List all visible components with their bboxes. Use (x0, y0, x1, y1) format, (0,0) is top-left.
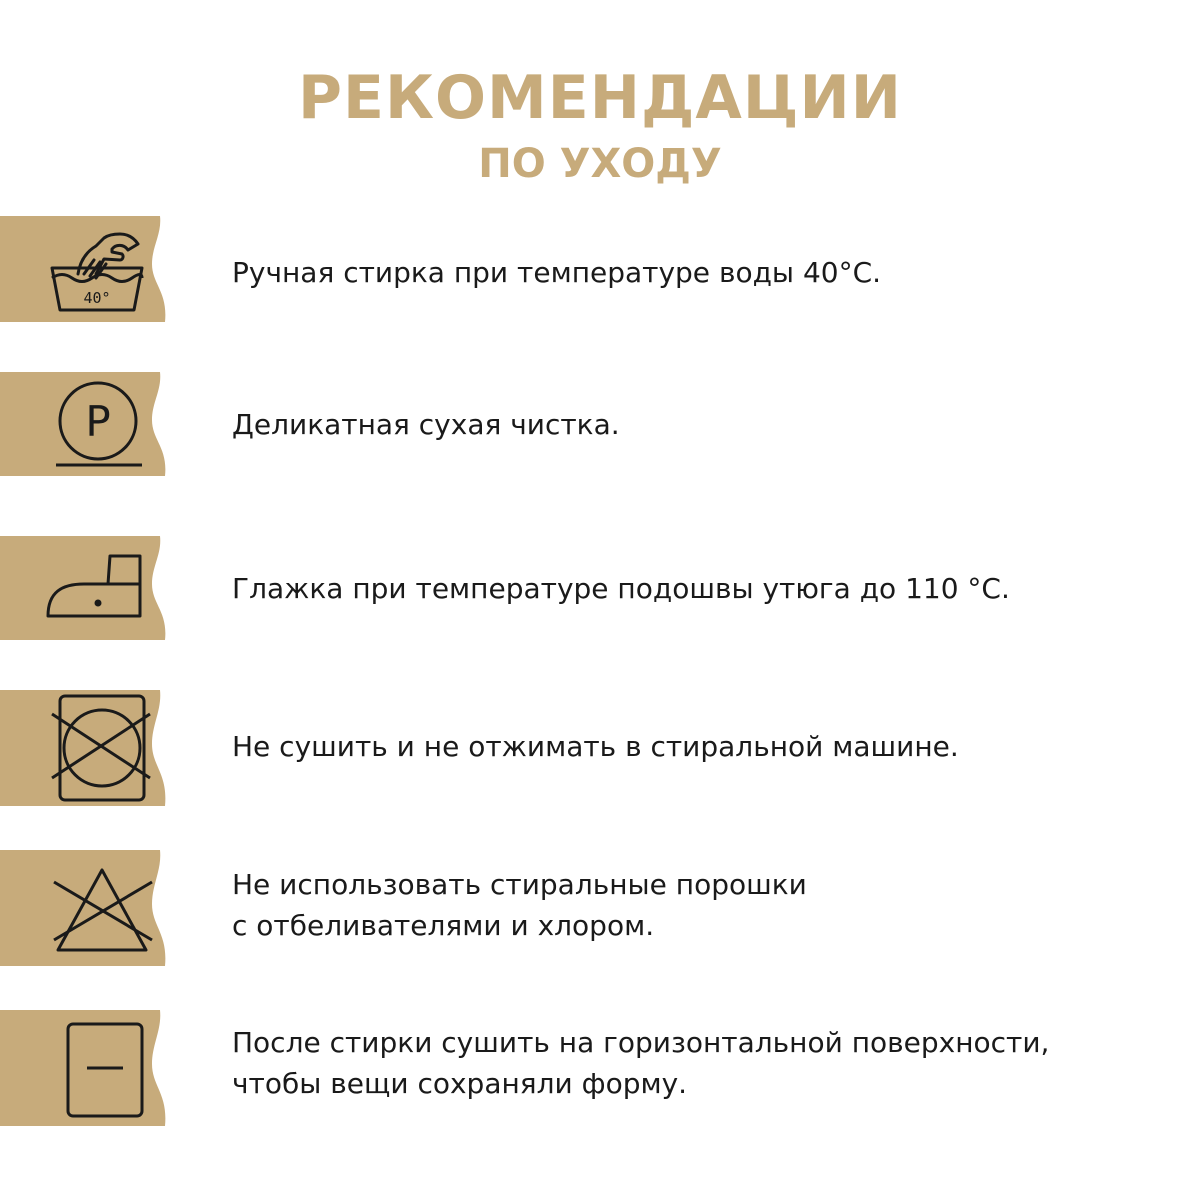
no-tumble-dry-icon (0, 690, 175, 806)
care-item (0, 850, 1200, 966)
iron-low-temp-icon (0, 536, 175, 640)
page-title: РЕКОМЕНДАЦИИ (298, 63, 902, 133)
item-text: После стирки сушить на горизонтальной поверхности, чтобы вещи сохраняли форму. (232, 1026, 1050, 1100)
care-item (0, 216, 1200, 322)
care-item (0, 536, 1200, 640)
no-bleach-icon (0, 850, 175, 966)
hand-wash-40-icon (0, 216, 175, 322)
item-text: Глажка при температуре подошвы утюга до 110 °C. (232, 572, 1010, 605)
icon-tab (0, 216, 175, 322)
care-item (0, 1010, 1200, 1126)
page-subtitle: ПО УХОДУ (478, 141, 722, 187)
item-text: Деликатная сухая чистка. (232, 408, 620, 441)
p-letter: P (85, 397, 111, 446)
icon-tab (0, 850, 175, 966)
dry-flat-icon (0, 1010, 175, 1126)
care-item (0, 372, 1200, 476)
icon-tab (0, 690, 175, 806)
item-text: Не сушить и не отжимать в стиральной машине. (232, 730, 959, 763)
icon-tab (0, 372, 175, 476)
item-text: Не использовать стиральные порошки с отбеливателями и хлором. (232, 868, 807, 942)
icon-tab (0, 1010, 175, 1126)
icon-tab (0, 536, 175, 640)
care-item (0, 690, 1200, 806)
temp-label: 40° (83, 289, 111, 307)
dry-clean-p-icon (0, 372, 175, 476)
item-text: Ручная стирка при температуре воды 40°C. (232, 256, 882, 289)
